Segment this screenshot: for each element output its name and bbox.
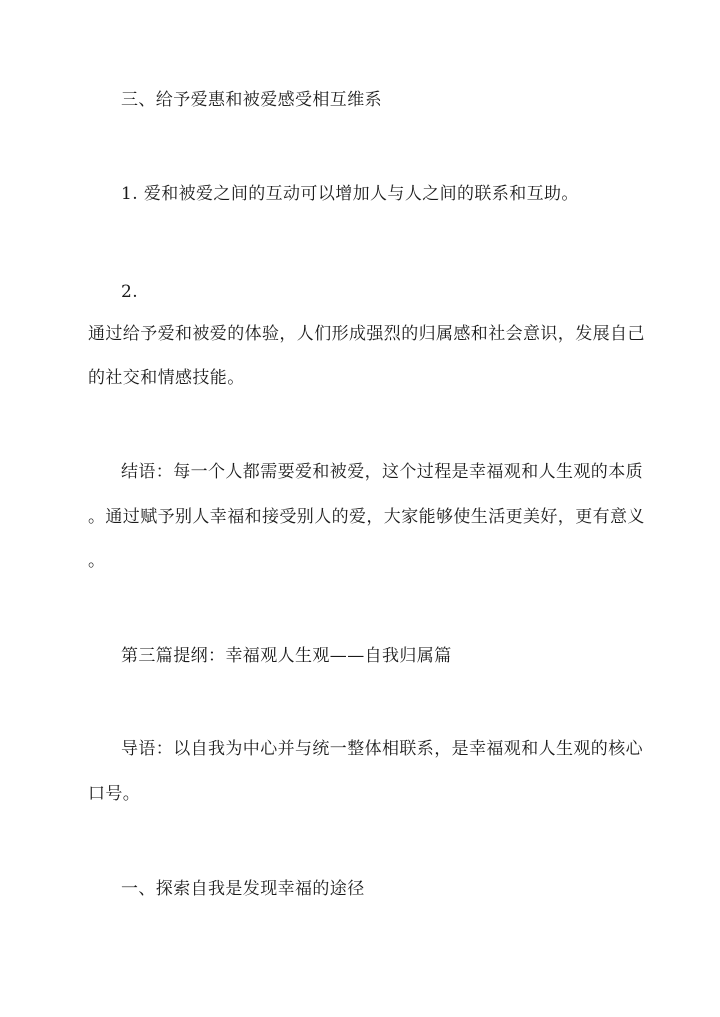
conclusion-line-2: 。通过赋予别人幸福和接受别人的爱，大家能够使生活更美好，更有意义	[88, 507, 645, 527]
list-item-1: 1. 爱和被爱之间的互动可以增加人与人之间的联系和互助。	[121, 184, 579, 204]
conclusion-line-3: 。	[88, 551, 106, 571]
conclusion-line-1: 结语：每一个人都需要爱和被爱，这个过程是幸福观和人生观的本质	[121, 462, 643, 482]
list-item-2-text-line-1: 通过给予爱和被爱的体验，人们形成强烈的归属感和社会意识，发展自己	[88, 324, 645, 344]
list-item-2-text-line-2: 的社交和情感技能。	[88, 368, 245, 388]
intro-line-2: 口号。	[88, 784, 141, 804]
intro-line-1: 导语：以自我为中心并与统一整体相联系，是幸福观和人生观的核心	[121, 739, 643, 759]
section-three-heading: 三、给予爱惠和被爱感受相互维系	[121, 90, 382, 110]
section-one-heading: 一、探索自我是发现幸福的途径	[121, 879, 365, 899]
list-item-2-number: 2.	[121, 282, 139, 302]
part-three-title: 第三篇提纲：幸福观人生观——自我归属篇	[121, 646, 452, 666]
